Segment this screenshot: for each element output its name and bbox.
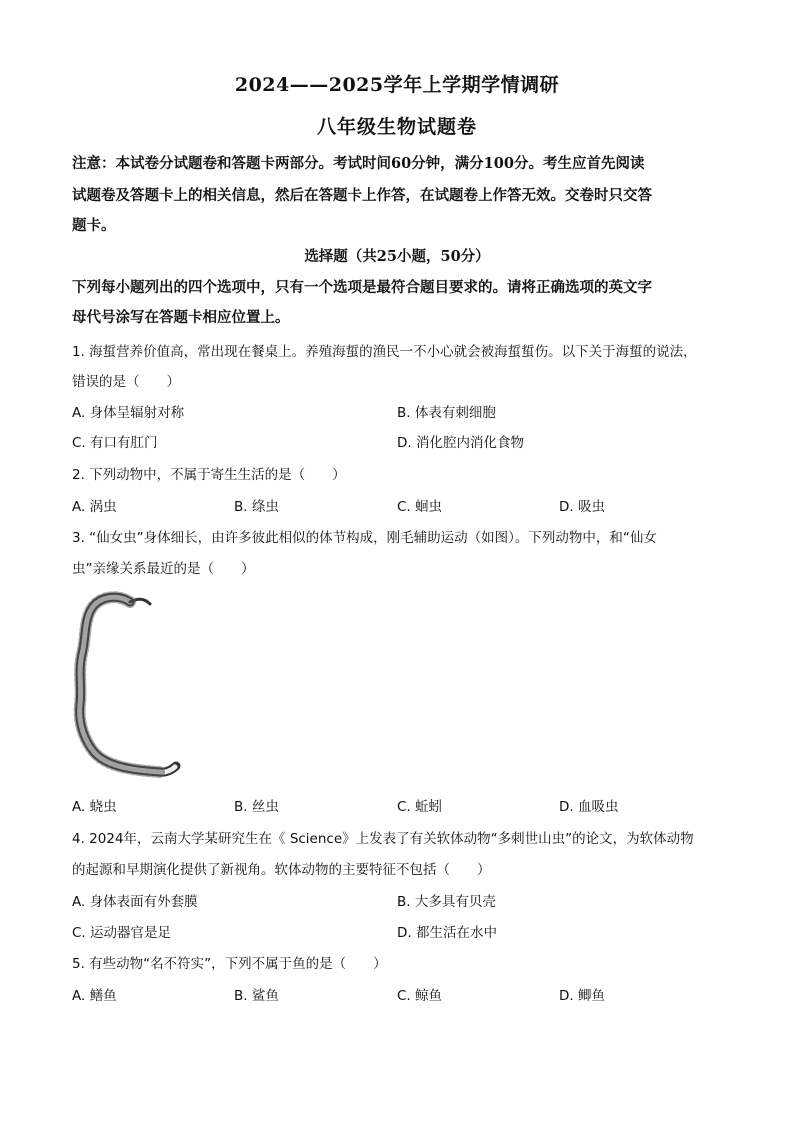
question-3-option-b[interactable]: B. 丝虫	[234, 799, 279, 815]
question-3-option-a[interactable]: A. 蛲虫	[72, 799, 117, 815]
question-3-stem-line-2: 虫”亲缘关系最近的是（ ）	[72, 561, 255, 577]
question-1-option-b[interactable]: B. 体表有刺细胞	[397, 405, 496, 421]
question-5-stem: 5. 有些动物“名不符实”，下列不属于鱼的是（ ）	[72, 956, 387, 972]
question-5-option-a[interactable]: A. 鳝鱼	[72, 988, 117, 1004]
notice-line-1: 注意：本试卷分试题卷和答题卡两部分。考试时间60分钟，满分100分。考生应首先阅读	[72, 155, 645, 172]
exam-title: 2024——2025学年上学期学情调研	[234, 74, 560, 96]
question-3-option-c[interactable]: C. 蚯蚓	[397, 799, 443, 815]
question-2-option-b[interactable]: B. 绦虫	[234, 499, 279, 515]
question-4-option-d[interactable]: D. 都生活在水中	[397, 925, 497, 941]
question-3-stem-line-1: 3. “仙女虫”身体细长，由许多彼此相似的体节构成，刚毛辅助运动（如图）。下列动物中，和“仙女	[72, 530, 657, 546]
notice-line-2: 试题卷及答题卡上的相关信息，然后在答题卡上作答，在试题卷上作答无效。交卷时只交答	[72, 187, 652, 204]
question-1-option-c[interactable]: C. 有口有肛门	[72, 435, 158, 451]
question-4-option-c[interactable]: C. 运动器官是足	[72, 925, 172, 941]
question-1-stem-line-2: 错误的是（ ）	[72, 374, 180, 390]
question-4-stem-line-1: 4. 2024年，云南大学某研究生在《 Science》上发表了有关软体动物“多刺世山虫”的论文，为软体动物	[72, 831, 694, 847]
question-5-option-d[interactable]: D. 鲫鱼	[559, 988, 605, 1004]
question-1-option-d[interactable]: D. 消化腔内消化食物	[397, 435, 524, 451]
question-3-option-d[interactable]: D. 血吸虫	[559, 799, 619, 815]
question-4-option-a[interactable]: A. 身体表面有外套膜	[72, 894, 198, 910]
question-2-option-c[interactable]: C. 蛔虫	[397, 499, 443, 515]
question-4-stem-line-2: 的起源和早期演化提供了新视角。软体动物的主要特征不包括（ ）	[72, 862, 491, 878]
worm-illustration	[70, 590, 185, 780]
question-2-option-d[interactable]: D. 吸虫	[559, 499, 605, 515]
section-title: 选择题（共25小题，50分）	[304, 248, 490, 265]
question-5-option-b[interactable]: B. 鲨鱼	[234, 988, 279, 1004]
question-2-stem: 2. 下列动物中，不属于寄生生活的是（ ）	[72, 467, 346, 483]
section-instruction-2: 母代号涂写在答题卡相应位置上。	[72, 309, 290, 326]
notice-line-3: 题卡。	[72, 217, 116, 234]
question-2-option-a[interactable]: A. 涡虫	[72, 499, 117, 515]
question-1-option-a[interactable]: A. 身体呈辐射对称	[72, 405, 185, 421]
question-4-option-b[interactable]: B. 大多具有贝壳	[397, 894, 496, 910]
question-5-option-c[interactable]: C. 鲸鱼	[397, 988, 443, 1004]
question-1-stem-line-1: 1. 海蜇营养价值高，常出现在餐桌上。养殖海蜇的渔民一不小心就会被海蜇蜇伤。以下关于海蜇的说法，	[72, 344, 697, 360]
section-instruction-1: 下列每小题列出的四个选项中，只有一个选项是最符合题目要求的。请将正确选项的英文字	[72, 279, 652, 296]
exam-subtitle: 八年级生物试题卷	[316, 116, 477, 138]
